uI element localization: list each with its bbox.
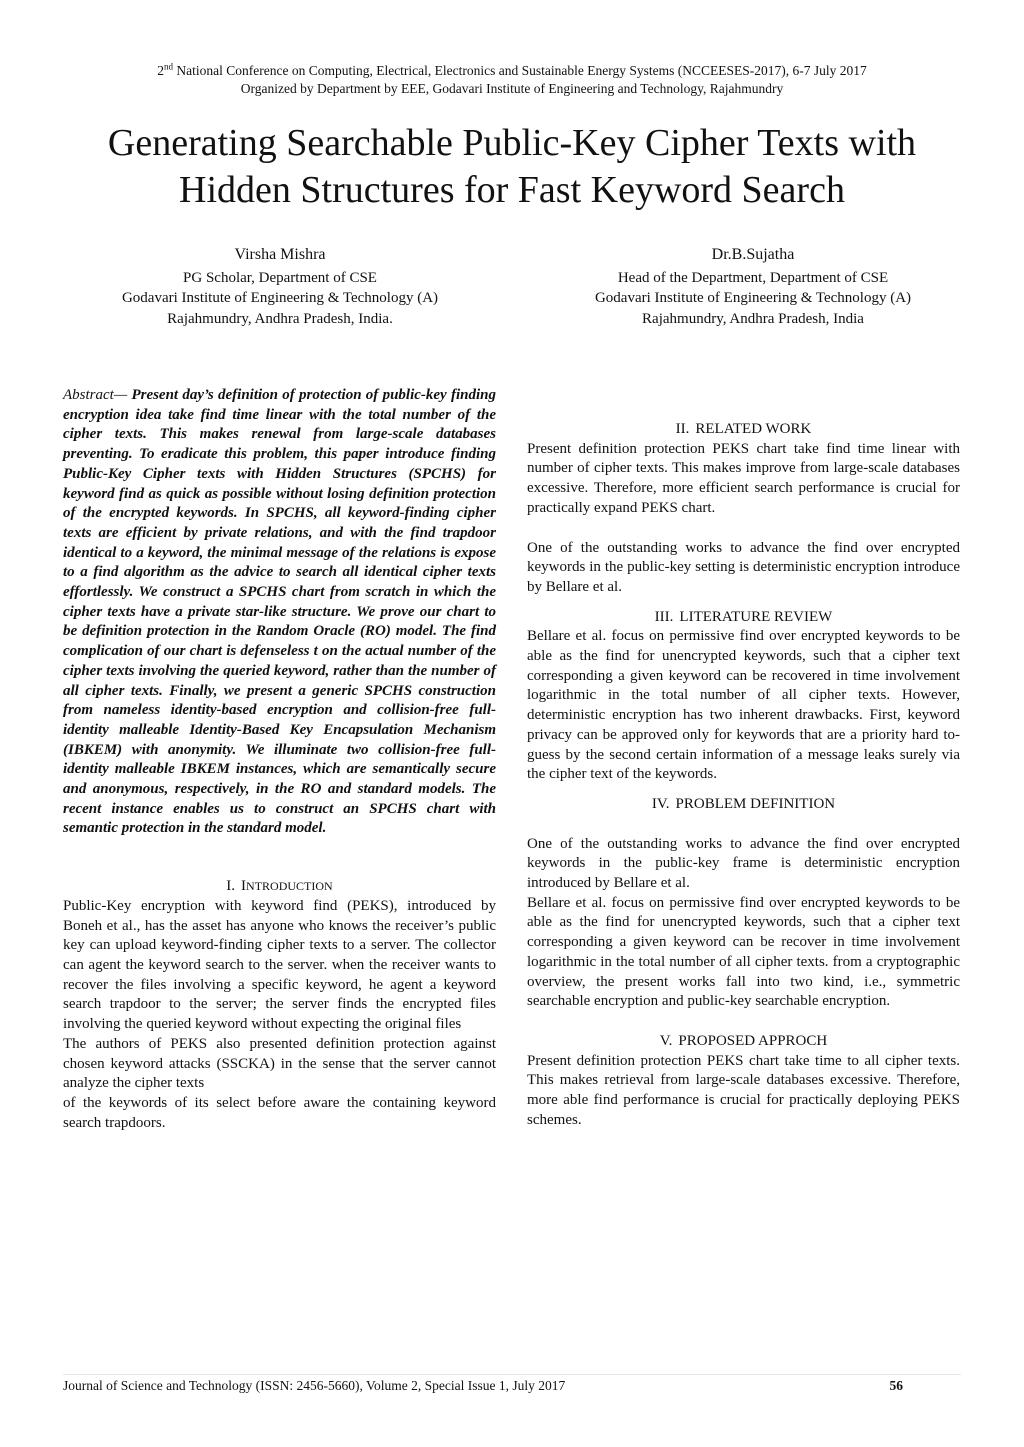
abstract	[63, 386, 496, 839]
author-location: Rajahmundry, Andhra Pradesh, India.	[167, 310, 393, 327]
literature-paragraph-1: Bellare et al. focus on permissive find over encrypted keywords to be able as the find for unencrypted keywords, such that a cipher text corresponding a given keyword can be recovered in time involvement logarithmic in the total number of all cipher texts. However, deterministic encryption has two inherent drawbacks. First, keyword privacy can be approved only for keywords that are a priority hard to-guess by the second certain information of a message leaks surely via the cipher text of the keywords.	[527, 628, 960, 783]
left-column	[63, 386, 496, 1133]
section-heading-introduction: I. INTRODUCTION	[226, 878, 333, 895]
problem-paragraph-2: Bellare et al. focus on permissive find over encrypted keywords to be able as the find for unencrypted keywords, such that a cipher text corresponding a given keyword can be recover in time involvement logarithmic in the total number of all cipher texts. from a cryptographic overview, the present works fall into two kind, i.e., symmetric searchable encryption and public-key searchable encryption.	[527, 894, 960, 1010]
author-role: PG Scholar, Department of CSE	[183, 269, 377, 286]
page-footer	[63, 1378, 903, 1394]
paper-title	[40, 120, 984, 214]
right-column	[527, 420, 960, 1131]
author-institution: Godavari Institute of Engineering & Technology (A)	[594, 290, 912, 306]
abstract-lead: Abstract—	[63, 387, 128, 403]
author-location: Rajahmundry, Andhra Pradesh, India	[642, 310, 864, 327]
footer-rule	[63, 1374, 961, 1375]
ordinal-suffix: nd	[164, 61, 173, 72]
related-paragraph-2: One of the outstanding works to advance the find over encrypted keywords in the public-key setting is deterministic encryption introduce by Bellare et al.	[527, 539, 960, 595]
title-line-1: Generating Searchable Public-Key Cipher Texts with	[107, 122, 917, 164]
page-number: 56	[889, 1378, 903, 1393]
intro-paragraph-3: of the keywords of its select before aware the containing keyword search trapdoors.	[63, 1094, 496, 1131]
intro-paragraph-1: Public-Key encryption with keyword find (PEKS), introduced by Boneh et al., has the asset has anyone who knows the receiver’s public key can upload keyword-finding cipher texts to a server. The collector can agent the keyword search to the server. when the receiver wants to recover the files involving a specific keyword, he agent a keyword search trapdoor to the server; the server finds the encrypted files involving the queried keyword without expecting the original files	[63, 897, 496, 1033]
author-name: Dr.B.Sujatha	[711, 246, 795, 263]
intro-paragraph-2: The authors of PEKS also presented definition protection against chosen keyword attacks (SSCKA) in the sense that the server cannot analyze the cipher texts	[63, 1035, 496, 1092]
author-name: Virsha Mishra	[234, 246, 326, 263]
problem-paragraph-1: One of the outstanding works to advance the find over encrypted keywords in the public-key frame is deterministic encryption introduced by Bellare et al.	[527, 835, 960, 892]
section-heading-literature-review: III. LITERATURE REVIEW	[654, 608, 833, 625]
author-block-1	[60, 245, 500, 329]
abstract-body: Present day’s definition of protection of public-key finding encryption idea take find time linear with the total number of the cipher texts. This makes renewal from large-scale databases preventing. To eradicate this problem, this paper introduce finding Public-Key Cipher texts with Hidden Structures (SPCHS) for keyword find as quick as possible without losing definition protection of the encrypted keywords. In SPCHS, all keyword-finding cipher texts are efficient by private relations, and with the find trapdoor identical to a keyword, the minimal message of the relations is expose to a find algorithm as the advice to search all identical cipher texts effortlessly. We construct a SPCHS chart from scratch in which the cipher texts have a private star-like structure. We prove our chart to be definition protection in the Random Oracle (RO) model. The find complication of our chart is defenseless t on the actual number of the cipher texts involving the queried keyword, rather than the number of all cipher texts. Finally, we present a generic SPCHS construction from nameless identity-based encryption and collision-free full-identity malleable Identity-Based Key Encapsulation Mechanism (IBKEM) with anonymity. We illuminate two collision-free full-identity malleable IBKEM instances, which are semantically secure and anonymous, respectively, in the RO and standard models. The recent instance enables us to construct an SPCHS chart with semantic protection in the standard model.	[63, 387, 496, 837]
proposed-paragraph-1: Present definition protection PEKS chart take time to all cipher texts. This makes retrieval from large-scale databases excessive. Therefore, more able find performance is crucial for practically deploying PEKS schemes.	[527, 1052, 960, 1128]
journal-citation: Journal of Science and Technology (ISSN: 2456-5660), Volume 2, Special Issue 1, July 2017	[63, 1378, 566, 1393]
section-heading-problem-definition: IV. PROBLEM DEFINITION	[651, 795, 836, 812]
conference-line-2: Organized by Department by EEE, Godavari Institute of Engineering and Technology, Rajahmundry	[240, 81, 784, 96]
section-heading-related-work: II. RELATED WORK	[675, 421, 812, 437]
author-institution: Godavari Institute of Engineering & Technology (A)	[121, 290, 439, 306]
section-heading-proposed-approach: V. PROPOSED APPROCH	[659, 1032, 828, 1049]
related-paragraph-1: Present definition protection PEKS chart take find time linear with number of cipher texts. This makes improve from large-scale databases excessive. Therefore, more efficient search performance is crucial for practically expand PEKS chart.	[527, 440, 960, 516]
conference-line-1: 2nd National Conference on Computing, Electrical, Electronics and Sustainable Energy Systems (NCCEESES-2017), 6-7 July 2017	[157, 61, 867, 78]
conference-header	[0, 62, 1024, 98]
title-line-2: Hidden Structures for Fast Keyword Search	[179, 169, 845, 211]
author-role: Head of the Department, Department of CSE	[617, 269, 889, 286]
author-block-2	[533, 245, 973, 329]
